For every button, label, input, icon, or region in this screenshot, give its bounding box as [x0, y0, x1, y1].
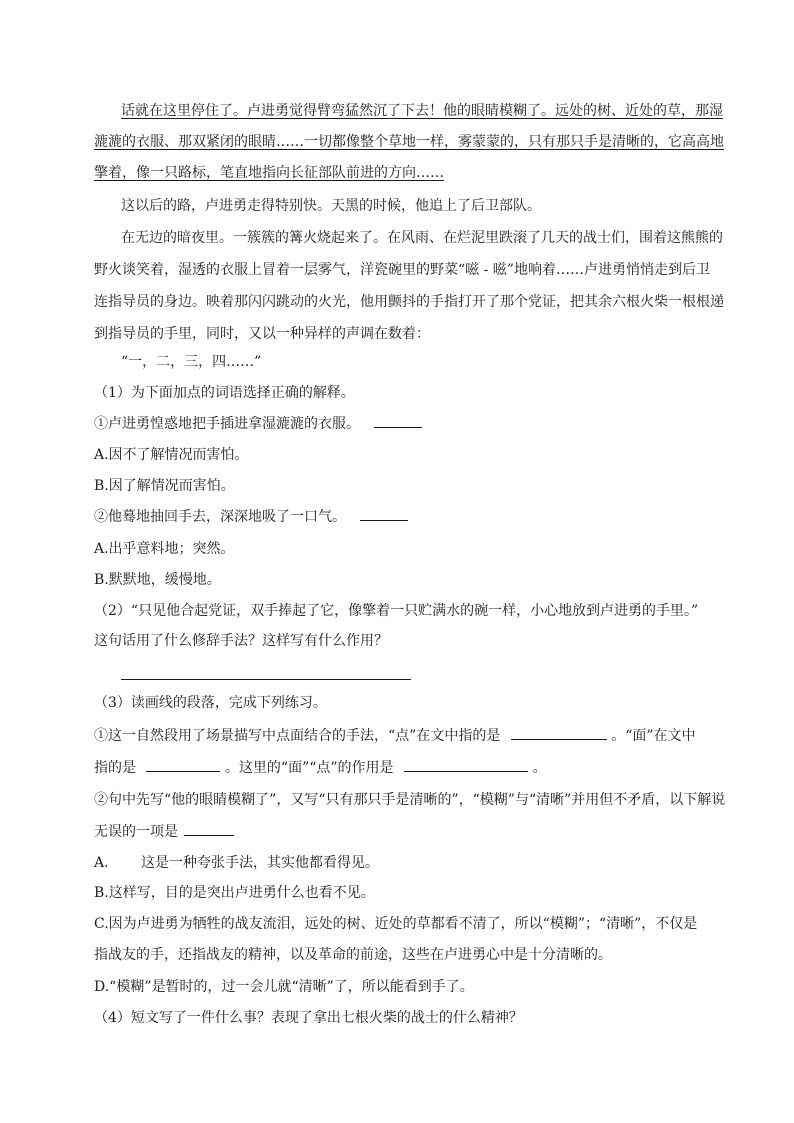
- question-1-item-2: [94, 506, 408, 527]
- option-a: A.出乎意料地；突然。: [94, 541, 235, 557]
- passage-line: 漉漉的衣服、那双紧闭的眼睛……一切都像整个草地一样，雾蒙蒙的，只有那只手是清晰的，它高高地: [94, 134, 724, 150]
- question-4-stem: （4）短文写了一件什么事？表现了拿出七根火柴的战士的什么精神？: [94, 1010, 523, 1026]
- option-b: B.这样写，目的是突出卢进勇什么也看不见。: [94, 885, 375, 901]
- answer-blank[interactable]: [374, 413, 422, 428]
- question-3-item-1-cont: [94, 757, 546, 778]
- passage-line: 野火谈笑着，湿透的衣服上冒着一层雾气，洋瓷碗里的野菜“嗞 - 嗞”地响着……卢进勇悄悄走到后卫: [94, 262, 710, 278]
- question-1-item-2-text: ②他蓦地抽回手去，深深地吸了一口气。: [94, 509, 346, 525]
- option-a: A.因不了解情况而害怕。: [94, 447, 249, 463]
- option-b: B.默默地，缓慢地。: [94, 572, 221, 588]
- question-2-line: （2）“只见他合起党证，双手捧起了它，像擎着一只贮满水的碗一样，小心地放到卢进勇的手里。”: [94, 603, 699, 619]
- passage-line: 话就在这里停住了。卢进勇觉得臂弯猛然沉了下去！他的眼睛模糊了。远处的树、近处的草，那湿: [121, 103, 723, 119]
- passage-line: 擎着，像一只路标，笔直地指向长征部队前进的方向……: [94, 165, 444, 181]
- question-1-stem: （1）为下面加点的词语选择正确的解释。: [94, 385, 355, 401]
- question-3-item-1-text: 。这里的“面”“点”的作用是: [224, 760, 394, 776]
- option-c-cont: 指战友的手，还指战友的精神，以及革命的前途，这些在卢进勇心中是十分清晰的。: [94, 947, 612, 963]
- passage-line: 连指导员的身边。映着那闪闪跳动的火光，他用颤抖的手指打开了那个党证，把其余六根火柴一根根递: [94, 294, 724, 310]
- question-3-item-2-cont: [94, 821, 234, 842]
- answer-blank[interactable]: [146, 757, 220, 772]
- passage-line: 在无边的暗夜里。一簇簇的篝火烧起来了。在风雨、在烂泥里跌滚了几天的战士们，围着这熊熊的: [121, 230, 723, 246]
- option-a: [94, 853, 379, 873]
- answer-blank[interactable]: [404, 757, 528, 772]
- question-3-item-1-text: 。: [532, 760, 547, 776]
- question-3-item-1-text: 。“面”在文中: [611, 728, 696, 744]
- answer-blank[interactable]: [360, 506, 408, 521]
- question-3-item-1: [94, 725, 696, 746]
- option-d: D.“模糊”是暂时的，过一会儿就“清晰”了，所以能看到手了。: [94, 979, 474, 995]
- passage-line: 这以后的路，卢进勇走得特别快。天黑的时候，他追上了后卫部队。: [121, 198, 541, 214]
- option-a-label: A.: [94, 855, 109, 871]
- question-2-line: 这句话用了什么修辞手法？这样写有什么作用？: [94, 633, 388, 649]
- option-c: C.因为卢进勇为牺牲的战友流泪，远处的树、近处的草都看不清了，所以“模糊”；“清晰”，不仅是: [94, 916, 698, 932]
- question-3-item-2-text: 无误的一项是: [94, 824, 178, 840]
- answer-line[interactable]: [121, 679, 411, 680]
- answer-blank[interactable]: [511, 725, 607, 740]
- option-b: B.因了解情况而害怕。: [94, 478, 235, 494]
- answer-blank[interactable]: [184, 821, 234, 836]
- question-1-item-1: [94, 413, 422, 434]
- question-3-item-1-text: ①这一自然段用了场景描写中点面结合的手法，“点”在文中指的是: [94, 728, 501, 744]
- question-3-item-2: ②句中先写“他的眼睛模糊了”，又写“只有那只手是清晰的”，“模糊”与“清晰”并用但不矛盾，以下解说: [94, 792, 726, 808]
- question-3-item-1-text: 指的是: [94, 760, 136, 776]
- passage-line: 到指导员的手里，同时，又以一种异样的声调在数着：: [94, 326, 430, 342]
- question-3-stem: （3）读画线的段落，完成下列练习。: [94, 695, 327, 711]
- passage-line: “一，二，三，四……”: [121, 354, 262, 370]
- question-1-item-1-text: ①卢进勇惶惑地把手插进拿湿漉漉的衣服。: [94, 416, 360, 432]
- option-a-text: 这是一种夸张手法，其实他都看得见。: [141, 855, 380, 871]
